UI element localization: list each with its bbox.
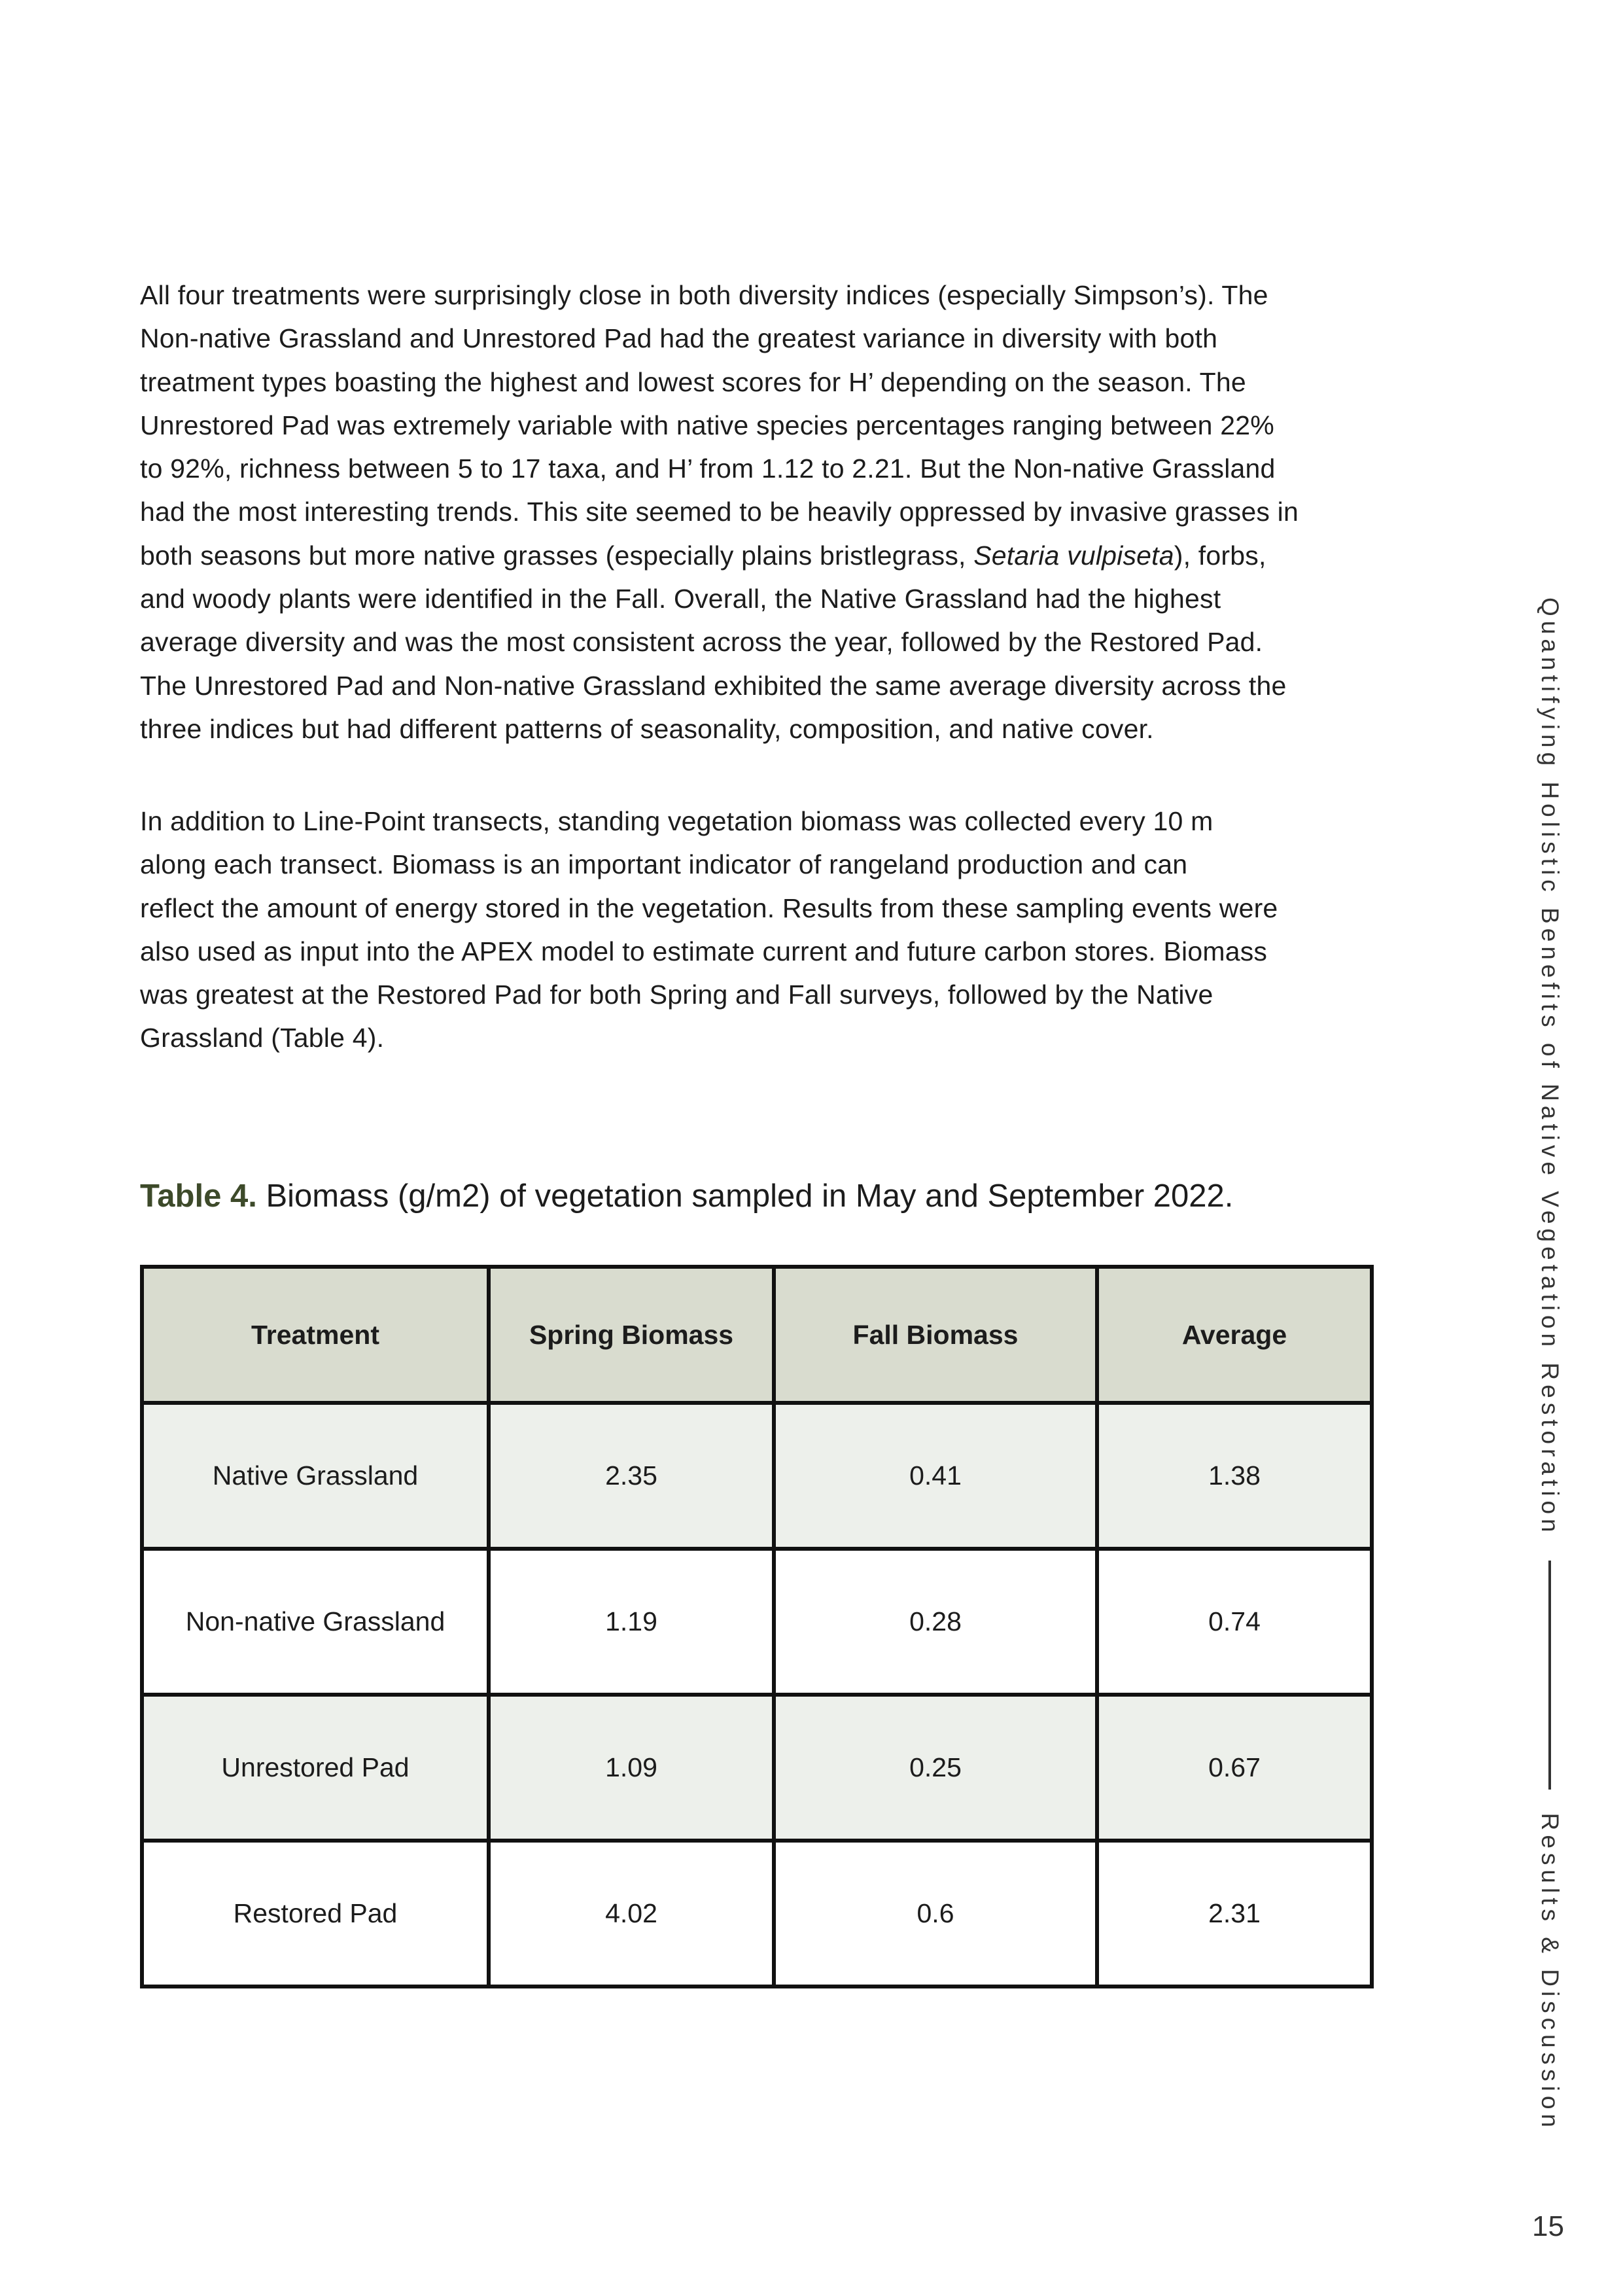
- table-cell: 0.41: [774, 1403, 1097, 1549]
- text-span: both seasons but more native grasses (especially plains bristlegrass,: [140, 540, 974, 571]
- table-cell: 0.28: [774, 1549, 1097, 1695]
- text-line: Grassland (Table 4).: [140, 1023, 385, 1053]
- table-row: [142, 1695, 1372, 1841]
- table-cell: Non-native Grassland: [142, 1549, 489, 1695]
- table-row: [142, 1841, 1372, 1987]
- text-line: also used as input into the APEX model to estimate current and future carbon stores. Biomass: [140, 936, 1268, 966]
- body-paragraph-2: [140, 800, 1442, 1060]
- body-paragraph-1: [140, 274, 1442, 751]
- table-cell: 2.31: [1097, 1841, 1372, 1987]
- column-header: Average: [1097, 1267, 1372, 1403]
- table-row: [142, 1403, 1372, 1549]
- table-cell: 4.02: [489, 1841, 774, 1987]
- species-name: Setaria vulpiseta: [973, 540, 1174, 571]
- text-line: along each transect. Biomass is an important indicator of rangeland production and can: [140, 849, 1188, 880]
- text-line: three indices but had different patterns of seasonality, composition, and native cover.: [140, 713, 1154, 744]
- table-caption-label: Table 4.: [140, 1178, 257, 1214]
- text-line: to 92%, richness between 5 to 17 taxa, and H’ from 1.12 to 2.21. But the Non-native Grassland: [140, 453, 1276, 484]
- table-cell: 1.09: [489, 1695, 774, 1841]
- table-cell: Native Grassland: [142, 1403, 489, 1549]
- table-caption: [140, 1178, 1233, 1214]
- table-cell: 2.35: [489, 1403, 774, 1549]
- page-number: 15: [1532, 2210, 1564, 2242]
- column-header: Treatment: [142, 1267, 489, 1403]
- text-line: In addition to Line-Point transects, standing vegetation biomass was collected every 10 m: [140, 806, 1213, 836]
- text-line: was greatest at the Restored Pad for both Spring and Fall surveys, followed by the Native: [140, 980, 1213, 1010]
- column-header: Fall Biomass: [774, 1267, 1097, 1403]
- table-cell: 1.19: [489, 1549, 774, 1695]
- text-line: The Unrestored Pad and Non-native Grassland exhibited the same average diversity across the: [140, 670, 1287, 701]
- text-line: [140, 534, 1442, 577]
- text-line: All four treatments were surprisingly close in both diversity indices (especially Simpson’s). The: [140, 280, 1268, 310]
- document-title: Quantifying Holistic Benefits of Native Vegetation Restoration: [1537, 597, 1563, 1537]
- table-cell: 1.38: [1097, 1403, 1372, 1549]
- text-line: treatment types boasting the highest and lowest scores for H’ depending on the season. The: [140, 366, 1246, 397]
- running-header: [1536, 597, 1563, 2132]
- text-line: Non-native Grassland and Unrestored Pad had the greatest variance in diversity with both: [140, 323, 1218, 354]
- table-cell: 0.67: [1097, 1695, 1372, 1841]
- text-line: had the most interesting trends. This site seemed to be heavily oppressed by invasive grasses in: [140, 497, 1299, 527]
- table-header-row: [142, 1267, 1372, 1403]
- table-row: [142, 1549, 1372, 1695]
- table-cell: 0.74: [1097, 1549, 1372, 1695]
- table-cell: Restored Pad: [142, 1841, 489, 1987]
- biomass-table: [140, 1265, 1374, 1988]
- table-cell: Unrestored Pad: [142, 1695, 489, 1841]
- divider: [1548, 1561, 1551, 1790]
- table-caption-text: Biomass (g/m2) of vegetation sampled in May and September 2022.: [256, 1178, 1234, 1214]
- column-header: Spring Biomass: [489, 1267, 774, 1403]
- text-line: Unrestored Pad was extremely variable with native species percentages ranging between 22%: [140, 410, 1274, 440]
- text-line: and woody plants were identified in the Fall. Overall, the Native Grassland had the highest: [140, 584, 1221, 614]
- text-line: reflect the amount of energy stored in the vegetation. Results from these sampling events were: [140, 892, 1278, 923]
- table-cell: 0.6: [774, 1841, 1097, 1987]
- text-line: average diversity and was the most consistent across the year, followed by the Restored Pad.: [140, 627, 1263, 658]
- text-span: ), forbs,: [1174, 540, 1266, 571]
- section-name: Results & Discussion: [1537, 1812, 1563, 2132]
- table-cell: 0.25: [774, 1695, 1097, 1841]
